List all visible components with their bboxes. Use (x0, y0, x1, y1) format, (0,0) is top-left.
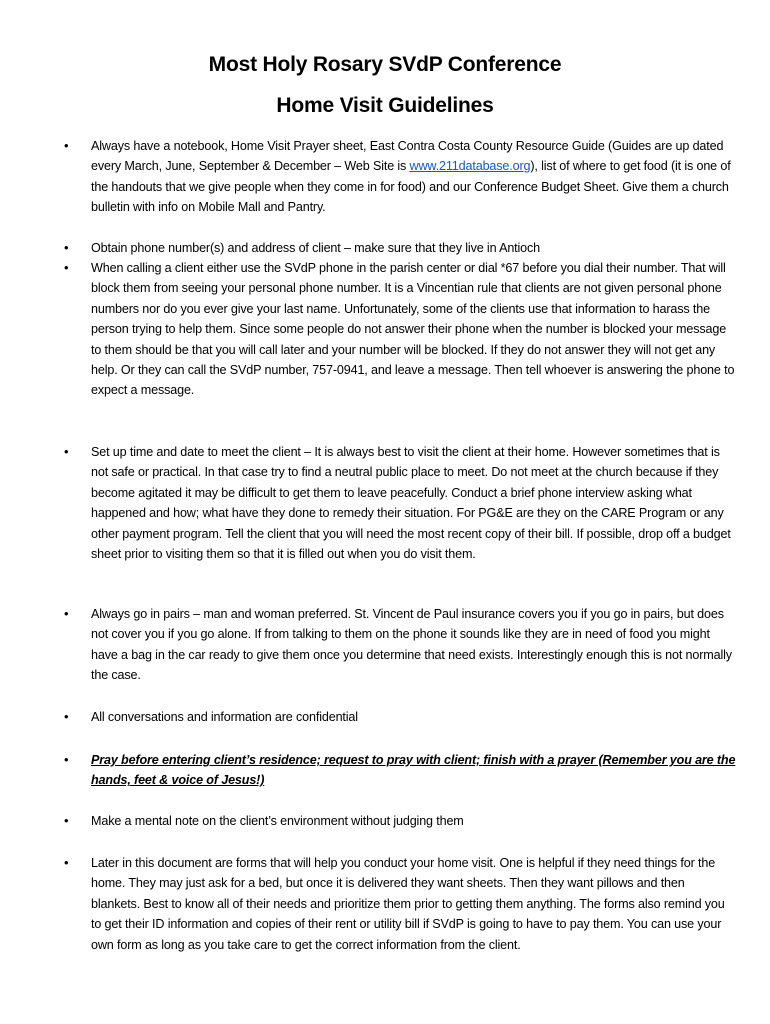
list-item (64, 750, 736, 791)
list-item-text: Later in this document are forms that will help you conduct your home visit. One is helpful if they need things for the home. They may just ask for a bed, but once it is delivered they want sheets. Then they want pillows and then blankets. Best to know all of their needs and prioritize them prior to getting them anything. The forms also remind you to get their ID information and copies of their rent or utility bill if SVdP is going to have to pay them. You can use your own form as long as you take care to get the correct information from the client. (91, 856, 725, 952)
bullet-icon: • (64, 752, 69, 767)
bullet-icon: • (64, 813, 69, 828)
bullet-icon: • (64, 444, 69, 459)
list-item-text: Make a mental note on the client’s environment without judging them (91, 814, 464, 828)
list-item-text: All conversations and information are confidential (91, 710, 358, 724)
list-item-text-part: ), list of where to get food (it is one of the handouts that we give people when they come in for food) and our Conference Budget Sheet. Give them a church bulletin with info on Mobile Mall and Pantry. (91, 159, 731, 215)
list-item (64, 604, 736, 686)
document-title: Most Holy Rosary SVdP Conference (208, 53, 562, 76)
list-item (64, 238, 736, 258)
bullet-icon: • (64, 240, 69, 255)
list-item (64, 707, 736, 727)
bullet-icon: • (64, 709, 69, 724)
document-subtitle: Home Visit Guidelines (276, 94, 494, 117)
bullet-icon: • (64, 260, 69, 275)
prayer-instruction: Pray before entering client’s residence; request to pray with client; finish with a prayer (Remember you are the hands, feet & voice of Jesus!) (91, 753, 736, 788)
list-item-text: Obtain phone number(s) and address of client – make sure that they live in Antioch (91, 241, 541, 255)
list-item-text: Always go in pairs – man and woman preferred. St. Vincent de Paul insurance covers you if you go in pairs, but does not cover you if you go alone. If from talking to them on the phone it sounds like they are in need of food you might have a bag in the car ready to give them once you determine that need exists. Interestingly enough this is not normally the case. (91, 607, 732, 683)
list-item-text: Set up time and date to meet the client – It is always best to visit the client at their home. However sometimes that is not safe or practical. In that case try to find a neutral public place to meet. Do not meet at the church because if they become agitated it may be difficult to get them to leave peacefully. Conduct a brief phone interview asking what happened and how; what have they done to remedy their situation. For PG&E are they on the CARE Program or any other payment program. Tell the client that you will need the most recent copy of their bill. If possible, drop off a budget sheet prior to visiting them so that it is filled out when you do visit them. (91, 445, 731, 562)
bullet-icon: • (64, 855, 69, 870)
bullet-icon: • (64, 138, 69, 153)
list-item (64, 442, 736, 564)
list-item (64, 853, 736, 955)
resource-guide-link[interactable]: www.211database.org (409, 159, 531, 174)
list-item-text: When calling a client either use the SVdP phone in the parish center or dial *67 before you dial their number. That will block them from seeing your personal phone number. It is a Vincentian rule that clients are not given personal phone numbers nor do you ever give your last name. Unfortunately, some of the clients use that information to harass the person trying to help them. Since some people do not answer their phone when the number is blocked your message to them should be that you will call later and your number will be blocked. If they do not answer they will not get any help. Or they can call the SVdP number, 757-0941, and leave a message. Then tell whoever is answering the phone to expect a message. (91, 261, 735, 398)
list-item-text (91, 136, 736, 218)
list-item (64, 811, 736, 831)
list-item (64, 136, 736, 218)
list-item-text-part: Always have a notebook, Home Visit Prayer sheet, East Contra Costa County Resource Guide (Guides are up dated every March, June, September & December – Web Site is (91, 139, 724, 174)
list-item (64, 258, 736, 401)
bullet-icon: • (64, 606, 69, 621)
